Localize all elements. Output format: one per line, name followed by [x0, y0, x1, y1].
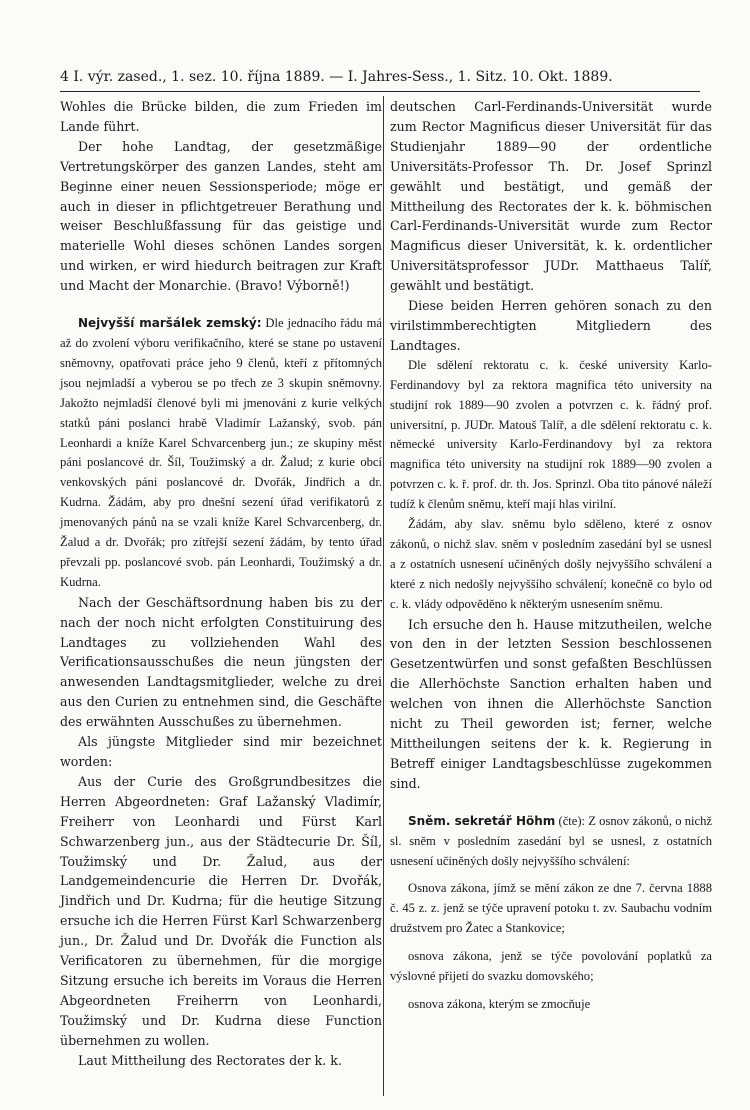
speaker-name: Nejvyšší maršálek zemský:: [78, 316, 262, 331]
paragraph: Der hohe Landtag, der gesetzmäßige Vertretungskörper des ganzen Landes, steht am Beginne einer neuen Sessionsperiode; möge er auch in dieser in pflichtgetreuer Berathung und weiser Beschlußfassung für das geistige und materielle Wohl dieses schönen Landes sorgen und wirken, er wird hiedurch beitragen zur Kraft und Macht der Monarchie. (Bravo! Výborně!): [60, 138, 382, 294]
speech-text: Dle jednacího řádu má až do zvolení výboru verifikačního, které se stane po ustavení sněmovny, opatřovati práce jeho 9 členů, kteří z přítomných jsou nejmladší a vyberou se po třech ze 3 skupin sněmovny. Jakožto nejmladší členové byli mi jmenováni z kurie velkých statků páni poslanci hrabě Vladimír Lažanský, svob. pán Leonhardi a kníže Karel Schvarcenberg jun.; ze skupiny měst páni poslancové dr. Šíl, Toužimský a dr. Žalud; z kurie obcí venkovských páni poslancové dr. Dvořák, Jindřich a dr. Kudrna. Žádám, aby pro dnešní sezení úřad verifikatorů z jmenovaných pánů na se vzali kníže Karel Schvarcenberg, dr. Žalud a dr. Dvořák; pro zítřejší sezení žádám, by tento úřad převzali pp. poslancové svob. pán Leonhardi, Toužimský a dr. Kudrna.: [60, 316, 382, 589]
speech-text: (čte): Z osnov zákonů, o nichž sl. sněm v posledním zasedání byl se usnesl, z ostatních usnesení učiněných došly nejvyššího schválení:: [390, 813, 712, 868]
column-divider: [383, 96, 384, 1096]
header-rule: [60, 91, 700, 92]
paragraph: Laut Mittheilung des Rectorates der k. k.: [78, 1052, 342, 1068]
paragraph: osnova zákona, kterým se zmocňuje: [408, 996, 591, 1011]
paragraph: Wohles die Brücke bilden, die zum Frieden im Lande führt.: [60, 99, 382, 134]
paragraph: Žádám, aby slav. sněmu bylo sděleno, které z osnov zákonů, o nichž slav. sněm v posledním zasedání byl se usnesl a z ostatních usnesení učiněných došly nejvyššího schválení a které z nich nedošly nejvyššího schválení; konečně co bylo od c. k. vlády odpověděno k některým usnesením sněmu.: [390, 517, 712, 611]
paragraph: Osnova zákona, jímž se mění zákon ze dne 7. června 1888 č. 45 z. z. jenž se týče upravení potoku t. zv. Saubachu vodním družstvem pro Žatec a Stankovice;: [390, 881, 712, 936]
paragraph: Diese beiden Herren gehören sonach zu den virilstimmberechtigten Mitgliedern des Landtages.: [390, 298, 712, 353]
paragraph: [390, 812, 712, 872]
paragraph: [60, 314, 382, 593]
paragraph: Ich ersuche den h. Hause mitzutheilen, welche von den in der letzten Session beschlossenen Gesetzentwürfen und sonst gefaßten Beschlüssen die Allerhöchste Sanction erhalten haben und welchen von ihnen die Allerhöchste Sanction nicht zu Theil geworden ist; ferner, welche Mittheilungen seitens der k. k. Regierung in Betreff einiger Landtagsbeschlüsse zugekommen sind.: [390, 616, 712, 791]
left-column: [60, 97, 382, 1071]
paragraph: Dle sdělení rektoratu c. k. české university Karlo-Ferdinandovy byl za rektora magnifica této university na studijní rok 1889—90 zvolen a potvrzen c. k. řádný prof. universitní, p. JUDr. Matouš Talíř, a dle sdělení rektoratu c. k. německé university Karlo-Ferdinandovy byl za rektora magnifica této university na studijní rok 1889—90 zvolen a potvrzen c. k. ř. prof. dr. th. Jos. Sprinzl. Oba tito pánové náleží tudíž k členům sněmu, kteří mají hlas virilní.: [390, 357, 712, 512]
paragraph: deutschen Carl-Ferdinands-Universität wurde zum Rector Magnificus dieser Universität für das Studienjahr 1889—90 der ordentliche Universitäts-Professor Th. Dr. Josef Sprinzl gewählt und bestätigt, und gemäß der Mittheilung des Rectorates der k. k. böhmischen Carl-Ferdinands-Universität wurde zum Rector Magnificus dieser Universität, k. k. ordentlicher Universitätsprofessor JUDr. Matthaeus Talíř, gewählt und bestätigt.: [390, 99, 712, 294]
paragraph: Als jüngste Mitglieder sind mir bezeichnet worden:: [60, 734, 382, 769]
right-column: [390, 97, 712, 1015]
paragraph: Nach der Geschäftsordnung haben bis zu der nach der noch nicht erfolgten Constituirung des Landtages zu vollziehenden Wahl des Verificationsausschußes die neun jüngsten der anwesenden Landtagsmitglieder, welche zu drei aus den Curien zu entnehmen sind, die Geschäfte des erwähnten Ausschußes zu übernehmen.: [60, 594, 382, 730]
page-header: 4 I. výr. zased., 1. sez. 10. října 1889. — I. Jahres-Sess., 1. Sitz. 10. Okt. 1889.: [60, 69, 613, 85]
paragraph: osnova zákona, jenž se týče povolování poplatků za výslovné přijetí do svazku domovského;: [390, 949, 712, 984]
paragraph: Aus der Curie des Großgrundbesitzes die Herren Abgeordneten: Graf Lažanský Vladimír, Freiherr von Leonhardi und Fürst Karl Schwarzenberg jun., aus der Städtecurie Dr. Šíl, Toužimský und Dr. Žalud, aus der Landgemeindencurie die Herren Dr. Dvořák, Jindřich und Dr. Kudrna; für die heutige Sitzung ersuche ich die Herren Fürst Karl Schwarzenberg jun., Dr. Žalud und Dr. Dvořák die Function als Verificatoren zu übernehmen, für die morgige Sitzung ersuche ich bereits im Voraus die Herren Abgeordneten Freiherrn von Leonhardi, Toužimský und Dr. Kudrna diese Function übernehmen zu wollen.: [60, 773, 382, 1048]
speaker-name: Sněm. sekretář Höhm: [408, 813, 556, 828]
